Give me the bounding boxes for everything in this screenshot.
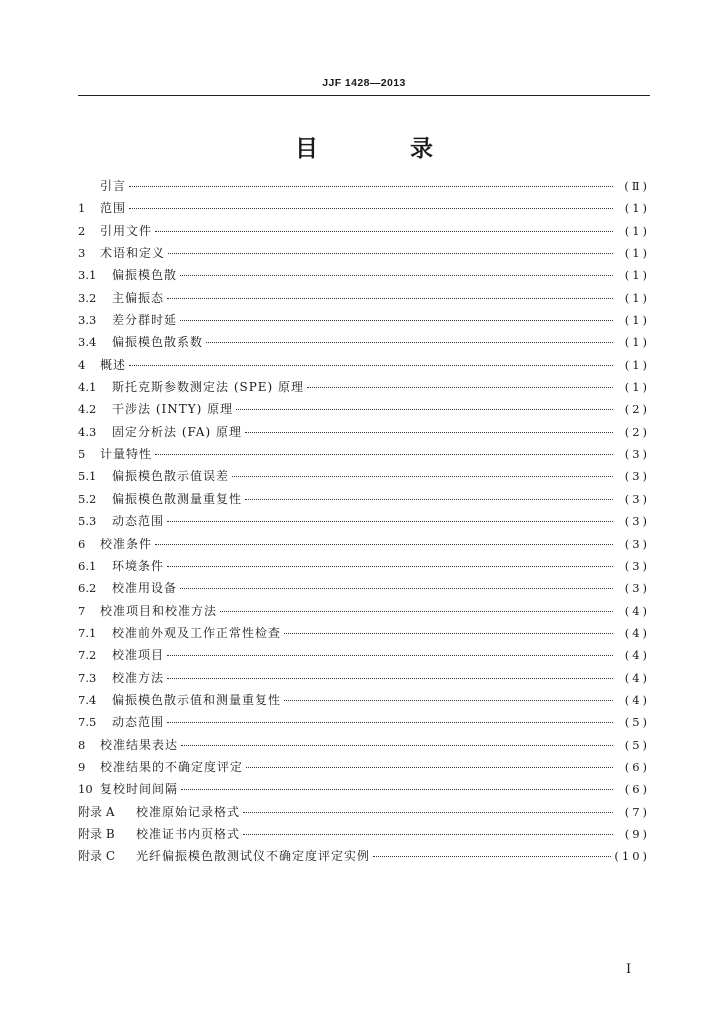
toc-entry-number: 4.2: [78, 402, 97, 417]
toc-entry-label: 校准证书内页格式: [136, 826, 241, 841]
toc-leader-dots: [236, 397, 613, 410]
toc-entry-label: 校准结果的不确定度评定: [100, 759, 244, 774]
toc-entry-page: (6): [624, 782, 650, 797]
table-of-contents: [78, 177, 650, 870]
toc-entry-label: 偏振模色散示值误差: [112, 469, 230, 484]
toc-entry-number: 7: [78, 603, 86, 618]
toc-entry-number: 2: [78, 223, 86, 238]
toc-entry-label: 校准结果表达: [100, 737, 179, 752]
toc-entry-label: 动态范围: [112, 715, 165, 730]
toc-entry-number: 6.2: [78, 581, 97, 596]
toc-entry-label: 术语和定义: [100, 246, 166, 261]
toc-entry-label: 主偏振态: [112, 290, 165, 305]
toc-leader-dots: [180, 308, 613, 321]
toc-entry-number: 7.1: [78, 625, 97, 640]
toc-entry-number: 5.3: [78, 514, 97, 529]
toc-leader-dots: [245, 420, 613, 433]
toc-entry-number: 3: [78, 246, 86, 261]
toc-entry-page: (5): [624, 715, 650, 730]
toc-entry-label: 校准条件: [100, 536, 153, 551]
toc-leader-dots: [181, 733, 613, 746]
toc-entry-label: 概述: [100, 357, 127, 372]
toc-entry-page: (2): [624, 402, 650, 417]
toc-entry-number: 7.2: [78, 648, 97, 663]
toc-entry-page: (1): [624, 357, 650, 372]
toc-leader-dots: [167, 710, 613, 723]
toc-entry-number: 5.1: [78, 469, 97, 484]
toc-entry-number: 7.5: [78, 715, 97, 730]
toc-entry-page: (10): [614, 849, 650, 864]
toc-entry-label: 引用文件: [100, 223, 153, 238]
toc-leader-dots: [245, 487, 613, 500]
toc-entry-page: (3): [624, 536, 650, 551]
toc-leader-dots: [129, 174, 613, 187]
toc-entry[interactable]: [78, 847, 650, 869]
toc-entry-page: (1): [624, 380, 650, 395]
toc-leader-dots: [180, 263, 613, 276]
toc-entry-label: 动态范围: [112, 514, 165, 529]
toc-entry-label: 校准前外观及工作正常性检查: [112, 625, 282, 640]
toc-entry-page: (4): [624, 603, 650, 618]
toc-entry-label: 偏振模色散: [112, 268, 178, 283]
toc-entry-page: (4): [624, 625, 650, 640]
toc-entry-page: (1): [624, 313, 650, 328]
toc-leader-dots: [243, 822, 613, 835]
toc-entry-page: (3): [624, 581, 650, 596]
toc-entry-number: 5.2: [78, 491, 97, 506]
toc-leader-dots: [232, 464, 613, 477]
toc-leader-dots: [168, 241, 613, 254]
toc-entry-number: 附录 C: [78, 849, 115, 864]
toc-entry-label: 复校时间间隔: [100, 782, 179, 797]
toc-entry-label: 校准项目和校准方法: [100, 603, 218, 618]
page-number: Ⅰ: [626, 962, 632, 977]
toc-leader-dots: [167, 509, 613, 522]
toc-leader-dots: [155, 532, 613, 545]
toc-entry-number: 3.1: [78, 268, 97, 283]
toc-entry-page: (4): [624, 692, 650, 707]
toc-entry-label: 斯托克斯参数测定法 (SPE) 原理: [112, 380, 305, 395]
toc-leader-dots: [129, 353, 613, 366]
toc-entry-page: (4): [624, 648, 650, 663]
toc-entry-label: 固定分析法 (FA) 原理: [112, 424, 242, 439]
toc-entry-number: 5: [78, 447, 86, 462]
toc-entry-page: (1): [624, 290, 650, 305]
toc-entry-number: 6: [78, 536, 86, 551]
toc-entry-label: 引言: [100, 179, 127, 193]
toc-entry-label: 计量特性: [100, 447, 153, 462]
toc-leader-dots: [167, 666, 613, 679]
toc-entry-page: (1): [624, 223, 650, 238]
toc-leader-dots: [167, 554, 613, 567]
document-code-header: JJF 1428—2013: [322, 77, 406, 89]
header-rule: [78, 95, 650, 96]
toc-entry-number: 3.3: [78, 313, 97, 328]
toc-entry-number: 8: [78, 737, 86, 752]
toc-entry-label: 差分群时延: [112, 313, 178, 328]
toc-entry-label: 范围: [100, 201, 127, 216]
toc-entry-number: 7.3: [78, 670, 97, 685]
toc-entry-label: 校准原始记录格式: [136, 804, 241, 819]
toc-entry-label: 光纤偏振模色散测试仪不确定度评定实例: [136, 849, 371, 864]
toc-entry-number: 3.2: [78, 290, 97, 305]
toc-entry-label: 校准方法: [112, 670, 165, 685]
toc-entry-page: (5): [624, 737, 650, 752]
toc-entry-number: 10: [78, 782, 93, 797]
toc-entry-label: 偏振模色散测量重复性: [112, 491, 243, 506]
toc-leader-dots: [307, 375, 613, 388]
toc-entry-page: (3): [624, 491, 650, 506]
toc-leader-dots: [129, 196, 613, 209]
toc-leader-dots: [284, 688, 613, 701]
toc-entry-page: (3): [624, 558, 650, 573]
toc-entry-page: (1): [624, 246, 650, 261]
toc-entry-page: (3): [624, 447, 650, 462]
toc-entry-page: (1): [624, 268, 650, 283]
toc-leader-dots: [246, 755, 613, 768]
toc-entry-number: 4: [78, 357, 86, 372]
toc-entry-page: (3): [624, 514, 650, 529]
toc-leader-dots: [206, 330, 613, 343]
toc-entry-number: 附录 B: [78, 826, 115, 841]
toc-leader-dots: [181, 777, 613, 790]
toc-entry-number: 9: [78, 759, 86, 774]
toc-entry-number: 3.4: [78, 335, 97, 350]
toc-entry-page: (2): [624, 424, 650, 439]
toc-entry-page: (3): [624, 469, 650, 484]
toc-leader-dots: [243, 800, 613, 813]
toc-entry-label: 干涉法 (INTY) 原理: [112, 402, 234, 417]
toc-leader-dots: [167, 286, 613, 299]
toc-entry-page: (9): [624, 826, 650, 841]
toc-leader-dots: [155, 219, 613, 232]
toc-entry-page: (1): [624, 201, 650, 216]
toc-entry-number: 4.3: [78, 424, 97, 439]
toc-entry-page: (6): [624, 759, 650, 774]
toc-leader-dots: [373, 844, 611, 857]
toc-entry-label: 偏振模色散示值和测量重复性: [112, 692, 282, 707]
toc-entry-label: 校准项目: [112, 648, 165, 663]
toc-leader-dots: [284, 621, 613, 634]
toc-leader-dots: [220, 599, 613, 612]
toc-leader-dots: [167, 643, 613, 656]
page-title: 目 录: [294, 136, 475, 162]
toc-entry-page: (Ⅱ): [624, 179, 650, 193]
toc-entry-page: (1): [624, 335, 650, 350]
toc-entry-page: (7): [624, 804, 650, 819]
toc-entry-number: 1: [78, 201, 86, 216]
toc-entry-number: 4.1: [78, 380, 97, 395]
toc-entry-label: 偏振模色散系数: [112, 335, 204, 350]
toc-entry-label: 环境条件: [112, 558, 165, 573]
toc-entry-number: 7.4: [78, 692, 97, 707]
toc-entry-number: 附录 A: [78, 804, 115, 819]
toc-entry-number: 6.1: [78, 558, 97, 573]
toc-entry-label: 校准用设备: [112, 581, 178, 596]
toc-leader-dots: [155, 442, 613, 455]
toc-leader-dots: [180, 576, 613, 589]
toc-entry-page: (4): [624, 670, 650, 685]
